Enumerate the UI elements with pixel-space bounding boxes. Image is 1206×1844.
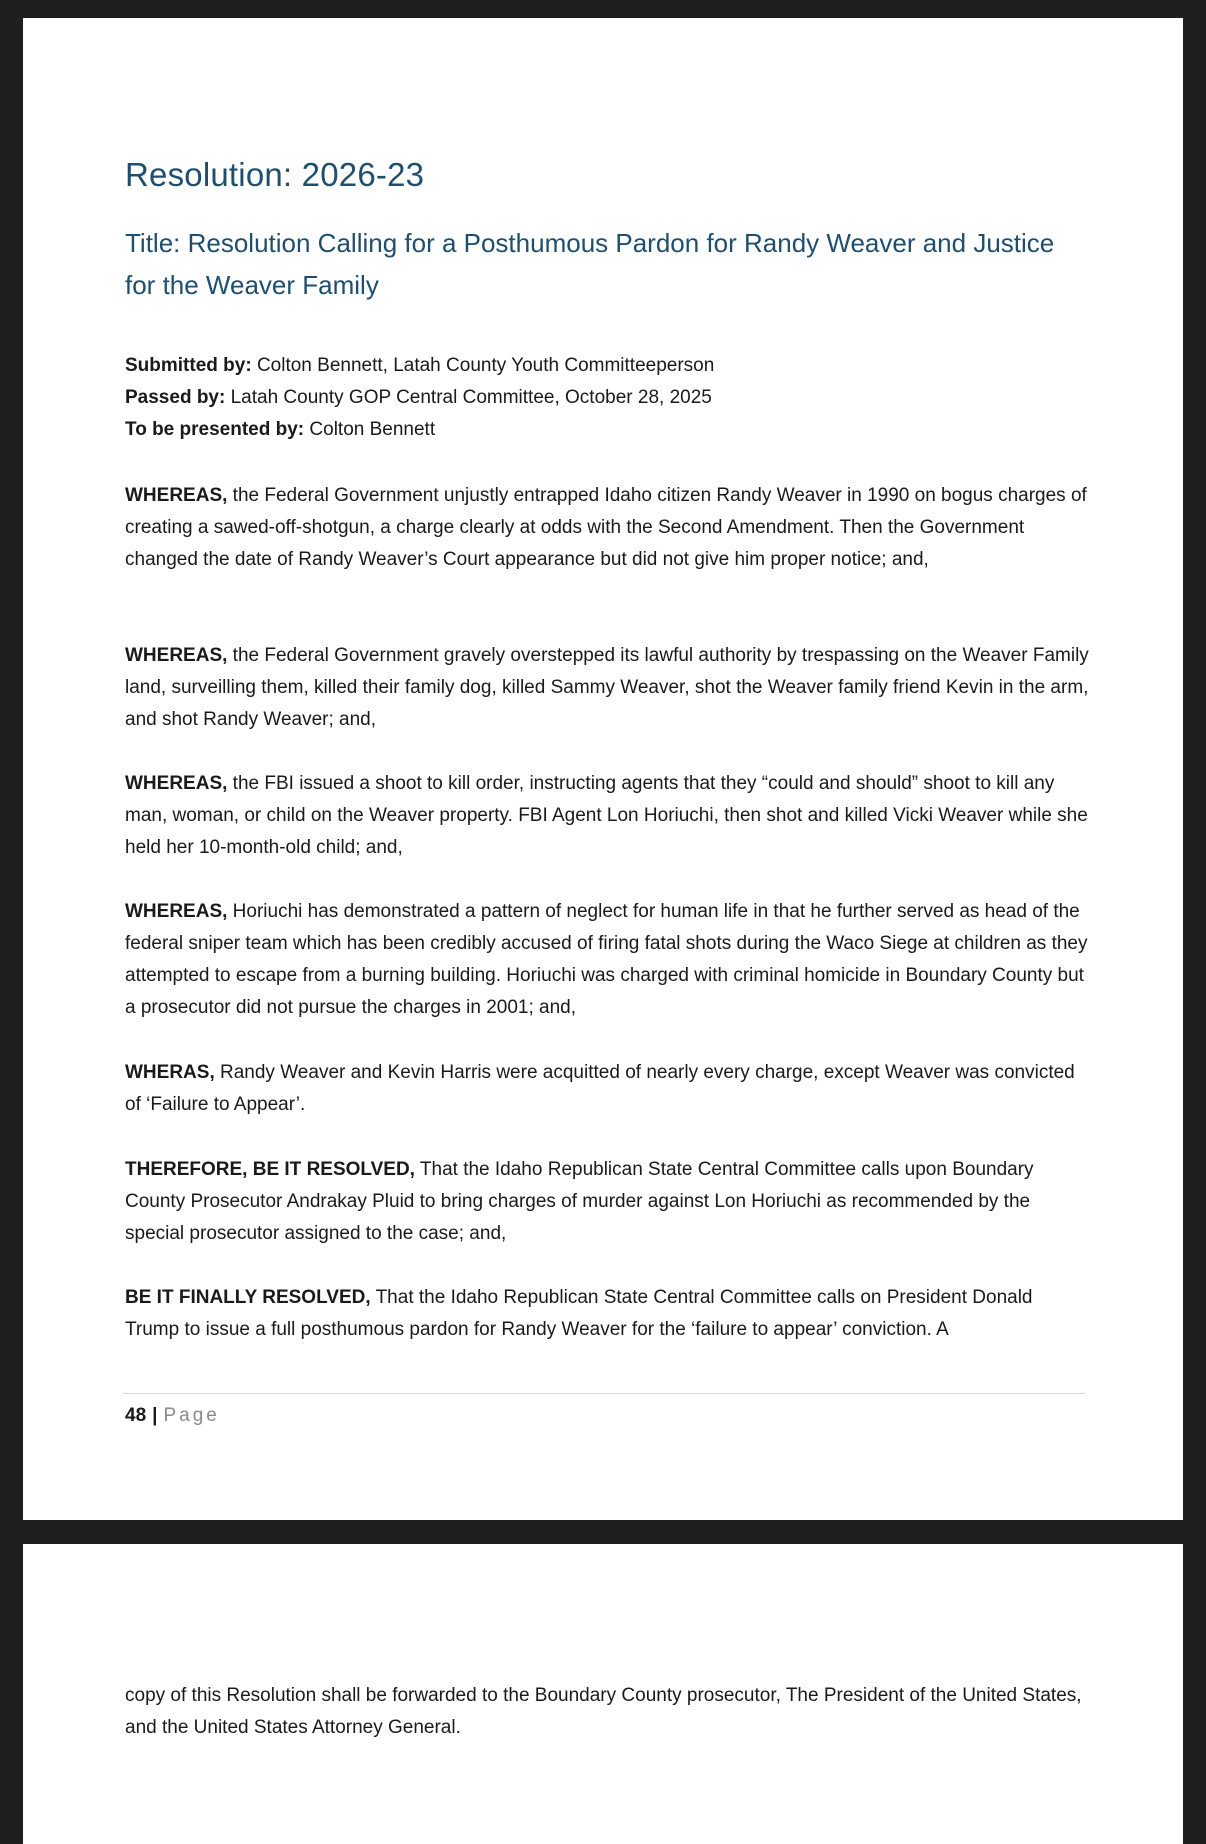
submitted-by-line [125, 350, 1085, 382]
document-page-48 [23, 18, 1183, 1520]
passed-by-label: Passed by: [125, 387, 226, 408]
resolution-number: Resolution: 2026-23 [125, 156, 425, 193]
paragraph-text: That the Idaho Republican State Central Committee calls upon Boundary County Prosecutor Andrakay Pluid to bring charges of murder against Lon Horiuchi as recommended by the special prosecutor assigned to the case; and, [125, 1159, 1034, 1244]
whereas-paragraph-2 [125, 640, 1090, 736]
paragraph-lead: WHEREAS, [125, 485, 228, 506]
passed-by-line [125, 382, 1085, 414]
therefore-resolved-paragraph [125, 1154, 1090, 1250]
paragraph-lead: BE IT FINALLY RESOLVED, [125, 1287, 371, 1308]
presented-by-line [125, 414, 1085, 446]
paragraph-text: That the Idaho Republican State Central Committee calls on President Donald Trump to issue a full posthumous pardon for Randy Weaver for the ‘failure to appear’ conviction. A [125, 1287, 1033, 1340]
page-label: Page [163, 1405, 220, 1426]
passed-by-value: Latah County GOP Central Committee, October 28, 2025 [225, 387, 712, 408]
footer-separator: | [152, 1405, 158, 1426]
submitted-by-value: Colton Bennett, Latah County Youth Committeeperson [251, 355, 715, 376]
paragraph-text: Horiuchi has demonstrated a pattern of neglect for human life in that he further served as head of the federal sniper team which has been credibly accused of firing fatal shots during the Waco Siege at children as they attempted to escape from a burning building. Horiuchi was charged with criminal homicide in Boundary County but a prosecutor did not pursue the charges in 2001; and, [125, 901, 1088, 1018]
paragraph-lead: WHERAS, [125, 1062, 215, 1083]
paragraph-text: the Federal Government unjustly entrapped Idaho citizen Randy Weaver in 1990 on bogus charges of creating a sawed-off-shotgun, a charge clearly at odds with the Second Amendment. Then the Government changed the date of Randy Weaver’s Court appearance but did not give him proper notice; and, [125, 485, 1087, 570]
resolution-metadata [125, 350, 1085, 446]
paragraph-lead: WHEREAS, [125, 901, 228, 922]
paragraph-text: Randy Weaver and Kevin Harris were acquitted of nearly every charge, except Weaver was convicted of ‘Failure to Appear’. [125, 1062, 1075, 1115]
paragraph-lead: WHEREAS, [125, 773, 228, 794]
whereas-paragraph-1 [125, 480, 1090, 576]
presented-by-label: To be presented by: [125, 419, 305, 440]
document-page-49 [23, 1544, 1183, 1844]
resolution-title: Title: Resolution Calling for a Posthumous Pardon for Randy Weaver and Justice for the Weaver Family [125, 228, 1055, 300]
paragraph-lead: WHEREAS, [125, 645, 228, 666]
page-number: 48 [125, 1405, 147, 1426]
continuation-paragraph: copy of this Resolution shall be forwarded to the Boundary County prosecutor, The President of the United States, and the United States Attorney General. [125, 1685, 1082, 1738]
whereas-paragraph-3 [125, 768, 1090, 864]
paragraph-text: the Federal Government gravely overstepped its lawful authority by trespassing on the Weaver Family land, surveilling them, killed their family dog, killed Sammy Weaver, shot the Weaver family friend Kevin in the arm, and shot Randy Weaver; and, [125, 645, 1089, 730]
paragraph-text: the FBI issued a shoot to kill order, instructing agents that they “could and should” shoot to kill any man, woman, or child on the Weaver property. FBI Agent Lon Horiuchi, then shot and killed Vicki Weaver while she held her 10-month-old child; and, [125, 773, 1088, 858]
presented-by-value: Colton Bennett [304, 419, 436, 440]
whereas-paragraph-4 [125, 896, 1090, 1024]
paragraph-lead: THEREFORE, BE IT RESOLVED, [125, 1159, 415, 1180]
footer-divider [123, 1393, 1085, 1394]
finally-resolved-paragraph [125, 1282, 1090, 1346]
page-footer [125, 1400, 220, 1432]
submitted-by-label: Submitted by: [125, 355, 252, 376]
wheras-paragraph-5 [125, 1057, 1090, 1121]
